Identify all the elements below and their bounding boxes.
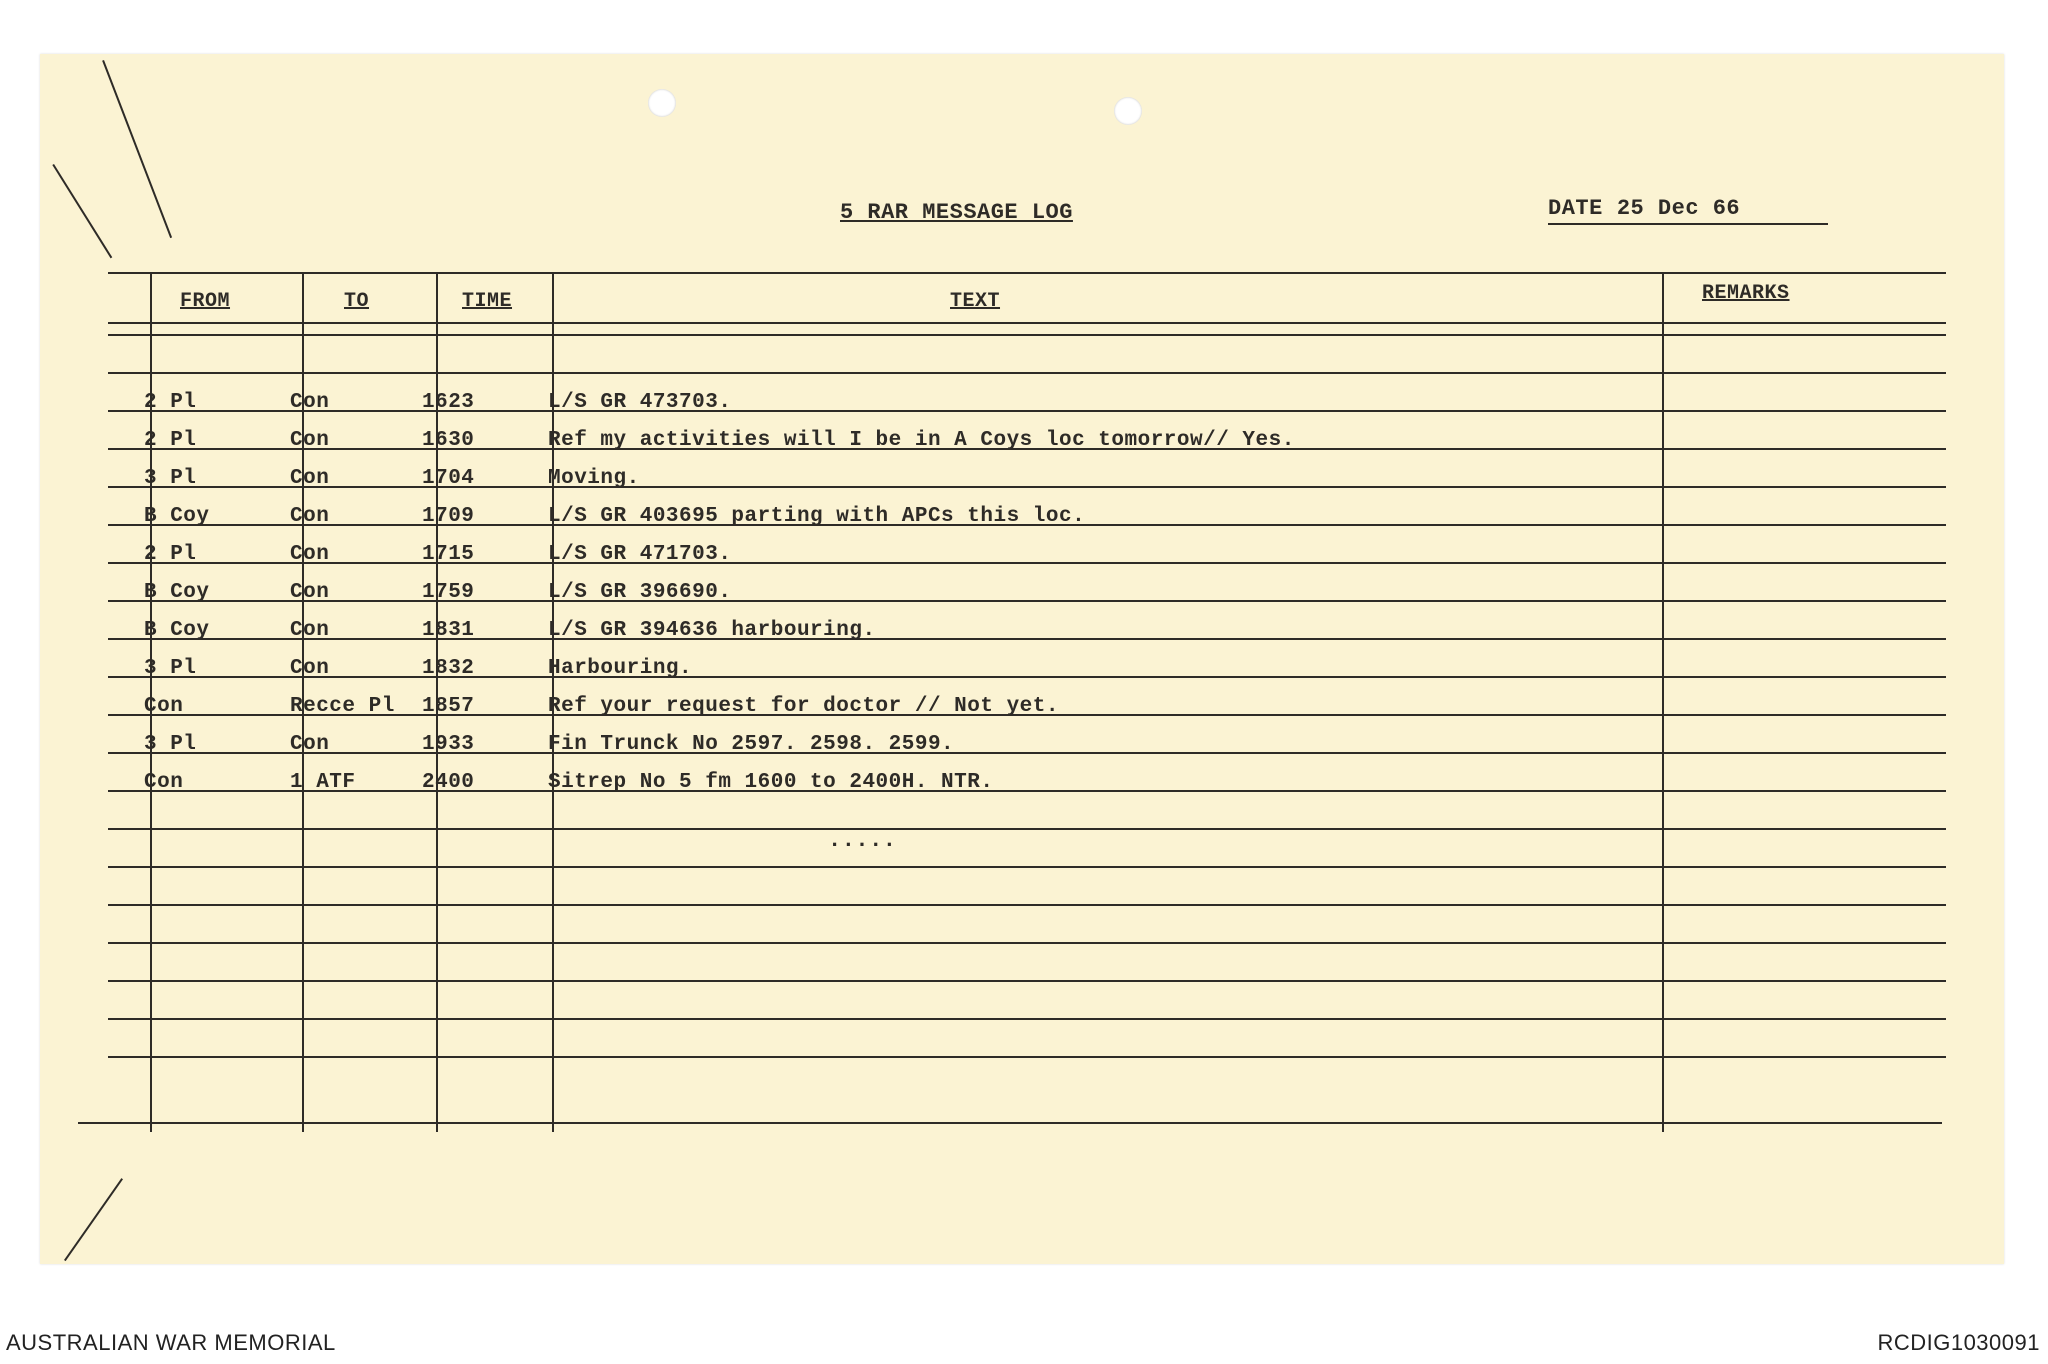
cell-from: 3 Pl (144, 467, 197, 490)
cell-to: 1 ATF (290, 771, 356, 794)
cell-from: 2 Pl (144, 391, 197, 414)
cell-from: 2 Pl (144, 543, 197, 566)
date-label: DATE (1548, 196, 1603, 221)
cell-time: 1857 (422, 695, 475, 718)
archive-caption: AUSTRALIAN WAR MEMORIAL (6, 1330, 336, 1355)
punch-hole (648, 89, 676, 117)
cell-from: 3 Pl (144, 657, 197, 680)
cell-from: 2 Pl (144, 429, 197, 452)
column-header-time: TIME (462, 290, 513, 313)
cell-text: L/S GR 396690. (548, 581, 732, 604)
cell-text: Fin Trunck No 2597. 2598. 2599. (548, 733, 955, 756)
pen-stroke (52, 164, 112, 258)
cell-text: L/S GR 394636 harbouring. (548, 619, 876, 642)
cell-text: Moving. (548, 467, 640, 490)
cell-text: L/S GR 403695 parting with APCs this loc. (548, 505, 1086, 528)
cell-from: B Coy (144, 581, 210, 604)
record-id: RCDIG1030091 (1877, 1330, 2040, 1355)
cell-time: 1709 (422, 505, 475, 528)
cell-text: Sitrep No 5 fm 1600 to 2400H. NTR. (548, 771, 994, 794)
row-rule (108, 1056, 1946, 1058)
cell-time: 1831 (422, 619, 475, 642)
cell-to: Con (290, 467, 330, 490)
row-rule (108, 866, 1946, 868)
row-rule (108, 942, 1946, 944)
table-row (108, 688, 1946, 726)
cell-text: Ref my activities will I be in A Coys loc tomorrow// Yes. (548, 429, 1295, 452)
page-title: 5 RAR MESSAGE LOG (840, 200, 1073, 225)
cell-time: 1715 (422, 543, 475, 566)
table-row (108, 764, 1946, 802)
cell-time: 1623 (422, 391, 475, 414)
pen-stroke (64, 1178, 123, 1261)
row-rule (108, 828, 1946, 830)
cell-text: Harbouring. (548, 657, 693, 680)
column-header-remarks: REMARKS (1702, 282, 1790, 305)
table-row (108, 536, 1946, 574)
table-top-rule (108, 272, 1946, 274)
column-header-to: TO (344, 290, 370, 313)
header-rule (108, 322, 1946, 324)
document-sheet (40, 54, 2004, 1264)
cell-to: Con (290, 733, 330, 756)
cell-to: Con (290, 429, 330, 452)
cell-time: 2400 (422, 771, 475, 794)
row-rule (108, 904, 1946, 906)
table-row (108, 384, 1946, 422)
table-row (108, 422, 1946, 460)
row-rule (108, 980, 1946, 982)
punch-hole (1114, 97, 1142, 125)
cell-to: Con (290, 543, 330, 566)
cell-to: Con (290, 391, 330, 414)
table-row (108, 650, 1946, 688)
table-row (108, 460, 1946, 498)
message-log-table (108, 272, 1946, 1122)
date-value: 25 Dec 66 (1616, 196, 1741, 221)
cell-from: Con (144, 771, 184, 794)
row-rule (108, 372, 1946, 374)
table-row (108, 726, 1946, 764)
cell-from: Con (144, 695, 184, 718)
cell-time: 1759 (422, 581, 475, 604)
cell-from: 3 Pl (144, 733, 197, 756)
header-rule (108, 334, 1946, 336)
cell-text: Ref your request for doctor // Not yet. (548, 695, 1059, 718)
table-row (108, 498, 1946, 536)
cell-from: B Coy (144, 505, 210, 528)
cell-text: L/S GR 471703. (548, 543, 732, 566)
pen-stroke (102, 60, 172, 238)
column-header-text: TEXT (950, 290, 1001, 313)
cell-time: 1704 (422, 467, 475, 490)
end-of-log-marker: ..... (828, 828, 897, 853)
cell-time: 1832 (422, 657, 475, 680)
cell-to: Con (290, 505, 330, 528)
cell-to: Con (290, 657, 330, 680)
date-block (1548, 196, 1828, 225)
cell-to: Recce Pl (290, 695, 395, 718)
cell-time: 1630 (422, 429, 475, 452)
table-row (108, 612, 1946, 650)
table-bottom-rule (78, 1122, 1942, 1124)
cell-text: L/S GR 473703. (548, 391, 732, 414)
cell-to: Con (290, 619, 330, 642)
cell-to: Con (290, 581, 330, 604)
cell-from: B Coy (144, 619, 210, 642)
row-rule (108, 1018, 1946, 1020)
table-row (108, 574, 1946, 612)
column-header-from: FROM (180, 290, 231, 313)
cell-time: 1933 (422, 733, 475, 756)
